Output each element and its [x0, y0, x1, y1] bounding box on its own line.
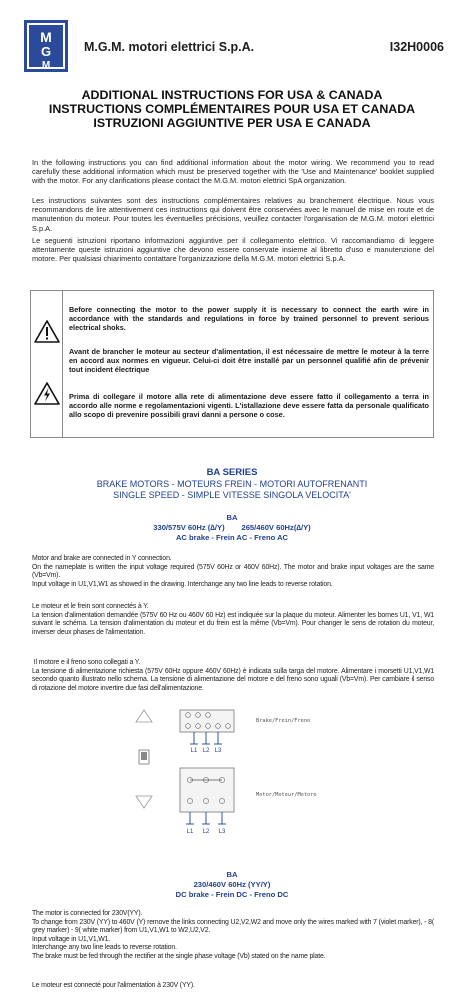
intro-paragraph-italian: Le seguenti istruzioni riportano informazioni aggiuntive per il collegamento elettrico. Vi raccomandiamo di leggere attentamente queste istruzioni aggiuntive che devono essere conservate insieme al libretto d'uso e manutenzione del motore. Per qualsiasi chiarimento contattare l'organizzazione della M.G.M. motori elettrici S.p.A. — [32, 236, 434, 264]
dc-en-line: Input voltage in U1,V1,W1. — [32, 935, 111, 943]
electrical-hazard-icon — [32, 379, 62, 409]
line-label-l3: L3 — [214, 748, 222, 754]
svg-text:M: M — [40, 29, 52, 45]
svg-text:M: M — [41, 60, 51, 71]
ac-instructions-italian — [32, 659, 434, 693]
intro-paragraph-english: In the following instructions you can find additional information about the motor wiring. We recommend you to read carefully these additional information which must be preserved together with the 'Use and Maintenance' booklet supplied with the motor. For any clarifications please contact the M.G.M. motori elettrici SpA organization. — [32, 158, 434, 186]
mgm-logo — [24, 20, 68, 72]
dc-en-line: To change from 230V (YY) to 460V (Y) remove the links connecting U2,V2,W2 and move only the wires marked with 7 (violet marker), - 8( grey marker) - 9( white marker) from U1,V1,W1 to W2,U2,V2. — [32, 918, 434, 935]
triangle-up-icon — [136, 710, 152, 722]
ac-en-line: Input voltage in U1,V1,W1 as showed in the drawing. Interchange any two line leads to reverse rotation. — [32, 580, 333, 588]
brake-label: Brake/Frein/Freno — [256, 718, 311, 724]
warning-text-english: Before connecting the motor to the power supply it is necessary to connect the earth wire in accordance with the standards and regulations in force by trained personnel to prevent serious electrical shoks. — [69, 305, 429, 333]
line-label-l1: L1 — [190, 748, 198, 754]
document-titles — [10, 88, 454, 130]
series-subtitle-types: BRAKE MOTORS - MOTEURS FREIN - MOTORI AUTOFRENANTI — [96, 479, 368, 489]
ac-instructions-french — [32, 603, 434, 637]
safety-warning-box — [30, 290, 434, 438]
ac-instructions-english — [32, 555, 434, 589]
ac-en-line: Motor and brake are connected in Y connection. — [32, 555, 172, 562]
warning-text-italian: Prima di collegare il motore alla rete di alimentazione deve essere fatto il collegamento a terra in accordo alle norme e regolamentazioni vigenti. L'istallazione deve essere fatta da personale qualificato allo scopo di prevenire possibili gravi danni a persone o cose. — [69, 392, 429, 420]
dc-en-line: Interchange any two line leads to reverse rotation. — [32, 944, 177, 952]
document-code: I32H0006 — [389, 40, 444, 54]
brake-terminal-block — [180, 710, 234, 732]
title-italian: ISTRUZIONI AGGIUNTIVE PER USA E CANADA — [93, 116, 371, 130]
company-name: M.G.M. motori elettrici S.p.A. — [84, 40, 255, 54]
title-english: ADDITIONAL INSTRUCTIONS FOR USA & CANADA — [81, 88, 383, 102]
svg-text:G: G — [40, 44, 52, 59]
intro-paragraph-french: Les instructions suivantes sont des instructions complémentaires relatives au branchement électrique. Nous vous recommandons de lire attentivement ces instructions qui doivent être conservées avec le manuel de mise en route et de manutention du moteur. Pour toutes les éventuelles précisions, veuillez contacter l'organisation de M.G.M. motori elettrici S.p.A. — [32, 196, 434, 233]
document-header — [24, 20, 444, 72]
ba-dc-voltage: 230/460V 60Hz (YY/Y) — [193, 880, 271, 889]
dc-fr-line: Le moteur est connecté pour l'alimentation à 230V (YY). — [32, 982, 195, 989]
series-title: BA SERIES — [206, 467, 258, 478]
dc-en-line: The motor is connected for 230V(YY). — [32, 910, 143, 917]
dc-instructions-english — [32, 910, 434, 962]
line-label-l3-lower: L3 — [218, 829, 226, 835]
series-subtitle-speed: SINGLE SPEED - SIMPLE VITESSE SINGOLA VELOCITA' — [113, 490, 351, 500]
ac-it-line: Il motore e il freno sono collegati a Y. — [32, 659, 141, 666]
warning-triangle-icon — [32, 317, 62, 347]
ba-ac-brake-type: AC brake - Frein AC - Freno AC — [175, 533, 289, 542]
ac-it-line: La tensione di alimentazione richiesta (575V 60Hz oppure 460V 60Hz) è indicata sulla targa del motore. Alimentare i morsetti U1,V1,W1 secondo quanto illustrato nello schema. La tensione di alimentazione del motore e del freno sono uguali (Vb=Vm). Per cambiare il senso di rotazione del motore invertire due fasi dell'alimentazione. — [32, 667, 434, 692]
warning-text-french: Avant de brancher le moteur au secteur d'alimentation, il est nécessaire de mettre le moteur à la terre en accord aux normes en vigueur. Celui-ci doit être installé par un personnel qualifié afin de prévenir tout incident électrique — [69, 347, 429, 375]
triangle-down-icon — [136, 796, 152, 808]
ac-fr-line: Le moteur et le frein sont connectés à Y. — [32, 603, 149, 610]
warning-icon-column — [31, 291, 63, 437]
dc-instructions-french — [32, 982, 434, 991]
ba-ac-label: BA — [226, 513, 238, 522]
line-label-l1-lower: L1 — [186, 829, 194, 835]
ac-en-line: On the nameplate is written the input voltage required (575V 60Hz or 460V 60Hz). The motor and brake input voltages are the same (Vb=Vm). — [32, 563, 434, 580]
ba-dc-label: BA — [226, 870, 238, 879]
title-french: INSTRUCTIONS COMPLÉMENTAIRES POUR USA ET CANADA — [48, 102, 416, 116]
line-label-l2: L2 — [202, 748, 210, 754]
line-label-l2-lower: L2 — [202, 829, 210, 835]
ba-ac-voltage: 330/575V 60Hz (∆/Y) 265/460V 60Hz(∆/Y) — [153, 523, 311, 532]
wiring-diagram — [128, 708, 378, 840]
motor-terminal-block — [180, 768, 234, 812]
dc-en-line: The brake must be fed through the rectifier at the single phase voltage (Vb) stated on the name plate. — [32, 952, 326, 960]
ac-fr-line: La tension d'alimentation demandée (575V 60 Hz ou 460V 60 Hz) est indiquée sur la plaque du moteur. Alimenter les bornes U1, V1, W1 suivant le schéma. La tension d'alimentation du moteur et du frein est la même (Vb=Vm). Pour changer le sens de rotation du moteur, inverser deux phases de l'alimentation. — [32, 611, 434, 636]
motor-label: Motor/Moteur/Motore — [256, 792, 317, 798]
ba-dc-brake-type: DC brake - Frein DC - Freno DC — [175, 890, 289, 899]
